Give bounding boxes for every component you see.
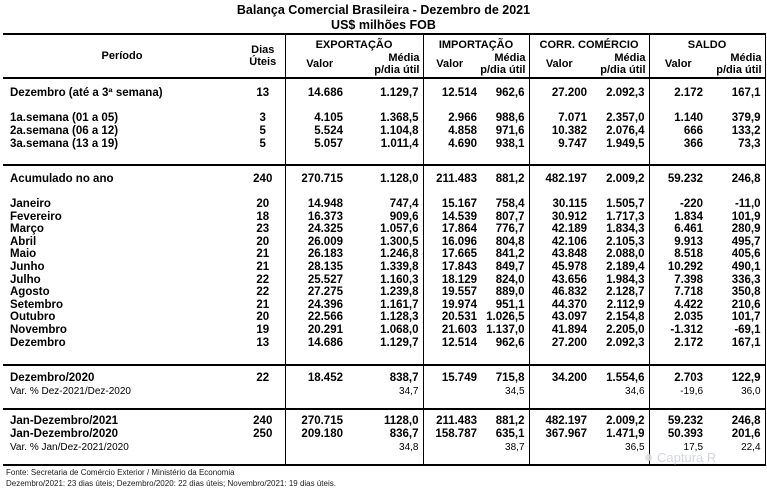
period-label: 1a.semana (01 a 05) xyxy=(10,112,119,124)
import-media-cell: 962,6 xyxy=(495,336,525,349)
column-group-saldo xyxy=(649,34,765,78)
source-note: Fonte: Secretaria de Comércio Exterior / Ministério da Economia xyxy=(6,468,235,477)
column-header-dias-uteis: Dias Úteis xyxy=(241,34,285,78)
table-row xyxy=(3,274,765,287)
corrente-valor-cell: 367.967 xyxy=(529,428,591,441)
table-row xyxy=(3,236,765,249)
corrente-media-cell: 1.505,7 xyxy=(606,198,645,210)
table-row xyxy=(3,78,765,107)
corrente-valor-cell: 27.200 xyxy=(529,337,591,366)
export-media-cell: 1.339,8 xyxy=(380,260,419,273)
export-media-cell: 1.104,8 xyxy=(380,125,419,137)
export-valor-cell: 4.105 xyxy=(285,107,347,125)
period-label: Jan-Dezembro/2020 xyxy=(10,428,119,441)
working-days-value: 20 xyxy=(256,311,270,324)
corrente-media-cell: 1.717,3 xyxy=(606,210,645,223)
saldo-valor-cell: -220 xyxy=(649,198,707,211)
corrente-valor-cell: 7.071 xyxy=(529,107,591,125)
table-row xyxy=(3,365,765,385)
period-label: Dezembro (até a 3ª semana) xyxy=(10,87,163,99)
import-valor-cell: 17.864 xyxy=(423,223,481,236)
corrente-media-cell: 2.189,4 xyxy=(606,260,645,273)
saldo-valor-cell: 50.393 xyxy=(649,428,707,441)
saldo-valor-cell: 9.913 xyxy=(649,236,707,249)
corrente-media-cell: 2.092,3 xyxy=(606,336,645,349)
table-footnotes xyxy=(6,467,336,489)
working-days-value: 13 xyxy=(256,336,270,349)
import-media-cell: 758,4 xyxy=(495,198,525,210)
corrente-valor-cell: 42.189 xyxy=(529,223,591,236)
import-media-cell: 841,2 xyxy=(495,248,525,261)
corrente-media-cell: 34,6 xyxy=(625,386,645,398)
export-media-cell: 1.129,7 xyxy=(380,336,419,349)
corrente-valor-cell: 30.912 xyxy=(529,211,591,224)
import-media-cell: 34,5 xyxy=(505,386,525,398)
period-label: Maio xyxy=(10,248,37,261)
export-valor-cell: 209.180 xyxy=(285,428,347,441)
import-valor-cell: 2.966 xyxy=(423,107,481,125)
period-label: Novembro xyxy=(10,323,67,336)
corrente-valor-cell: 43.097 xyxy=(529,311,591,324)
export-media-cell: 1.129,7 xyxy=(380,87,419,99)
saldo-media-cell: 101,9 xyxy=(731,210,761,223)
export-valor-cell: 24.396 xyxy=(285,299,347,312)
saldo-media-cell: 336,3 xyxy=(731,273,761,286)
import-valor-cell: 17.843 xyxy=(423,261,481,274)
saldo-media-cell: 405,6 xyxy=(731,248,761,261)
working-days-value: 21 xyxy=(256,298,270,311)
section-weeks xyxy=(3,107,765,165)
corrente-valor-cell: 34.200 xyxy=(529,365,591,385)
import-valor-cell: 21.603 xyxy=(423,324,481,337)
corrente-media-cell: 36,5 xyxy=(625,442,645,454)
import-valor-cell: 211.483 xyxy=(423,165,481,198)
saldo-media-cell: 280,9 xyxy=(731,223,761,236)
import-media-cell: 849,7 xyxy=(495,260,525,273)
saldo-media-cell: 167,1 xyxy=(731,87,761,99)
import-valor-cell: 16.096 xyxy=(423,236,481,249)
saldo-valor-cell: 17,5 xyxy=(649,441,707,465)
import-valor-cell: 4.858 xyxy=(423,125,481,138)
working-days-value: 13 xyxy=(256,87,270,99)
import-valor-cell: 19.974 xyxy=(423,299,481,312)
table-row xyxy=(3,125,765,138)
working-days-value: 5 xyxy=(259,125,266,137)
saldo-media-cell: 495,7 xyxy=(731,235,761,248)
saldo-media-cell: 246,8 xyxy=(707,165,765,198)
section-accumulated xyxy=(3,165,765,198)
section-months xyxy=(3,198,765,365)
saldo-media-cell: 379,9 xyxy=(731,112,761,124)
corrente-valor-cell xyxy=(529,441,591,465)
corrente-media-cell: 2.105,3 xyxy=(606,235,645,248)
subheader-media: Média p/dia útil xyxy=(716,52,762,76)
export-valor-cell: 5.057 xyxy=(285,138,347,165)
export-media-cell: 747,4 xyxy=(389,198,419,210)
saldo-valor-cell: 366 xyxy=(649,138,707,165)
export-media-cell: 1.128,3 xyxy=(380,311,419,324)
table-row xyxy=(3,385,765,409)
export-valor-cell: 18.452 xyxy=(285,365,347,385)
export-media-cell: 1.011,4 xyxy=(380,138,419,150)
working-days-value: 19 xyxy=(256,323,270,336)
import-media-cell: 938,1 xyxy=(495,138,525,150)
table-row xyxy=(3,138,765,165)
table-row xyxy=(3,428,765,441)
corrente-media-cell: 1.984,3 xyxy=(606,273,645,286)
subheader-valor: Valor xyxy=(436,58,464,70)
section-year-comparison xyxy=(3,409,765,465)
export-valor-cell: 5.524 xyxy=(285,125,347,138)
saldo-valor-cell: 8.518 xyxy=(649,248,707,261)
export-media-cell: 1.239,8 xyxy=(380,286,419,299)
saldo-media-cell: 22,4 xyxy=(741,442,761,454)
corrente-valor-cell: 27.200 xyxy=(529,78,591,107)
saldo-valor-cell: 2.703 xyxy=(649,365,707,385)
period-label: Jan-Dezembro/2021 xyxy=(3,409,241,428)
corrente-media-cell: 2.154,8 xyxy=(606,311,645,324)
saldo-valor-cell: 1.834 xyxy=(649,211,707,224)
export-valor-cell xyxy=(285,385,347,409)
export-media-cell: 1.246,8 xyxy=(380,248,419,261)
page-title: Balança Comercial Brasileira - Dezembro de 2021 xyxy=(236,3,531,17)
import-media-cell: 824,0 xyxy=(495,273,525,286)
working-days-value: 3 xyxy=(259,112,266,124)
working-days-value: 21 xyxy=(256,260,270,273)
export-media-cell: 1128,0 xyxy=(347,409,423,428)
saldo-media-cell: 167,1 xyxy=(731,336,761,349)
table-row xyxy=(3,311,765,324)
import-media-cell: 881,2 xyxy=(481,409,529,428)
table-row xyxy=(3,324,765,337)
export-media-cell: 836,7 xyxy=(389,428,419,441)
working-days-value: 22 xyxy=(241,365,285,385)
period-label: Março xyxy=(10,223,44,236)
working-days-value xyxy=(241,385,285,409)
export-valor-cell: 27.275 xyxy=(285,286,347,299)
table-row xyxy=(3,107,765,125)
corrente-valor-cell: 46.832 xyxy=(529,286,591,299)
column-header-periodo: Período xyxy=(3,34,241,78)
export-media-cell: 1.161,7 xyxy=(380,298,419,311)
period-label: Dezembro xyxy=(10,336,66,349)
import-media-cell: 807,7 xyxy=(495,210,525,223)
period-label: 3a.semana (13 a 19) xyxy=(10,138,119,150)
import-valor-cell: 12.514 xyxy=(423,337,481,366)
table-row xyxy=(3,299,765,312)
table-row xyxy=(3,223,765,236)
corrente-media-cell: 1.834,3 xyxy=(606,223,645,236)
working-days-value: 5 xyxy=(259,138,266,150)
table-header xyxy=(3,34,765,78)
export-valor-cell: 270.715 xyxy=(285,409,347,428)
saldo-valor-cell: 2.172 xyxy=(649,337,707,366)
saldo-valor-cell: 59.232 xyxy=(649,409,707,428)
import-valor-cell xyxy=(423,385,481,409)
export-valor-cell: 28.135 xyxy=(285,261,347,274)
import-valor-cell: 17.665 xyxy=(423,248,481,261)
export-media-cell: 34,8 xyxy=(399,442,419,454)
period-label: Setembro xyxy=(10,298,64,311)
saldo-media-cell: 246,8 xyxy=(707,409,765,428)
corrente-valor-cell xyxy=(529,385,591,409)
import-media-cell: 715,8 xyxy=(481,365,529,385)
saldo-valor-cell: 7.398 xyxy=(649,274,707,287)
period-label: Janeiro xyxy=(10,198,51,210)
import-valor-cell: 20.531 xyxy=(423,311,481,324)
import-valor-cell: 15.749 xyxy=(423,365,481,385)
table-row xyxy=(3,198,765,211)
corrente-media-cell: 2.112,9 xyxy=(606,298,645,311)
export-media-cell: 1.068,0 xyxy=(380,323,419,336)
corrente-media-cell: 2.205,0 xyxy=(606,323,645,336)
group-label: EXPORTAÇÃO xyxy=(315,39,393,51)
export-valor-cell: 22.566 xyxy=(285,311,347,324)
export-valor-cell xyxy=(285,441,347,465)
trade-balance-table xyxy=(3,33,766,466)
saldo-valor-cell: 10.292 xyxy=(649,261,707,274)
period-label: Junho xyxy=(10,260,45,273)
saldo-media-cell: 73,3 xyxy=(738,138,761,150)
saldo-valor-cell: 7.718 xyxy=(649,286,707,299)
working-days-value xyxy=(241,441,285,465)
export-valor-cell: 14.686 xyxy=(285,337,347,366)
section-current-month xyxy=(3,78,765,107)
import-media-cell: 776,7 xyxy=(495,223,525,236)
export-valor-cell: 26.183 xyxy=(285,248,347,261)
import-valor-cell: 14.539 xyxy=(423,211,481,224)
export-valor-cell: 26.009 xyxy=(285,236,347,249)
export-valor-cell: 14.948 xyxy=(285,198,347,211)
saldo-valor-cell: 4.422 xyxy=(649,299,707,312)
import-valor-cell: 19.557 xyxy=(423,286,481,299)
import-media-cell: 962,6 xyxy=(495,87,525,99)
import-valor-cell: 15.167 xyxy=(423,198,481,211)
corrente-valor-cell: 30.115 xyxy=(529,198,591,211)
column-group-corrente-comercio xyxy=(529,34,649,78)
corrente-valor-cell: 482.197 xyxy=(529,409,591,428)
import-valor-cell: 18.129 xyxy=(423,274,481,287)
import-media-cell: 988,6 xyxy=(495,112,525,124)
import-media-cell: 889,0 xyxy=(495,286,525,299)
import-valor-cell: 158.787 xyxy=(423,428,481,441)
column-group-exportacao xyxy=(285,34,423,78)
saldo-media-cell: 490,1 xyxy=(731,260,761,273)
corrente-media-cell: 1.949,5 xyxy=(606,138,645,150)
table-row xyxy=(3,441,765,465)
export-valor-cell: 14.686 xyxy=(285,78,347,107)
period-label: Agosto xyxy=(10,286,50,299)
corrente-media-cell: 2.009,2 xyxy=(591,165,649,198)
import-valor-cell: 211.483 xyxy=(423,409,481,428)
import-media-cell: 804,8 xyxy=(495,235,525,248)
corrente-media-cell: 2.088,0 xyxy=(606,248,645,261)
period-label: Var. % Dez-2021/Dez-2020 xyxy=(10,386,131,398)
import-valor-cell: 4.690 xyxy=(423,138,481,165)
table-row xyxy=(3,211,765,224)
column-group-importacao xyxy=(423,34,529,78)
working-days-value: 20 xyxy=(256,235,270,248)
working-days-value: 22 xyxy=(256,273,270,286)
period-label: Dezembro/2020 xyxy=(3,365,241,385)
group-label: CORR. COMÉRCIO xyxy=(539,39,639,51)
import-media-cell: 1.137,0 xyxy=(486,323,525,336)
corrente-valor-cell: 42.106 xyxy=(529,236,591,249)
subheader-media: Média p/dia útil xyxy=(600,52,646,76)
import-valor-cell: 12.514 xyxy=(423,78,481,107)
saldo-media-cell: 350,8 xyxy=(731,286,761,299)
export-valor-cell: 20.291 xyxy=(285,324,347,337)
subheader-media: Média p/dia útil xyxy=(374,52,420,76)
corrente-valor-cell: 43.656 xyxy=(529,274,591,287)
table-row xyxy=(3,286,765,299)
export-media-cell: 909,6 xyxy=(389,210,419,223)
working-days-value: 21 xyxy=(256,248,270,261)
saldo-media-cell: -11,0 xyxy=(734,198,761,210)
export-valor-cell: 16.373 xyxy=(285,211,347,224)
title-block xyxy=(0,3,767,32)
import-media-cell: 971,6 xyxy=(495,125,525,137)
capture-watermark-text: Captura R xyxy=(657,450,717,465)
saldo-media-cell: -69,1 xyxy=(734,323,761,336)
period-label: 2a.semana (06 a 12) xyxy=(10,125,119,137)
saldo-valor-cell: 1.140 xyxy=(649,107,707,125)
group-label: SALDO xyxy=(687,39,727,51)
saldo-valor-cell: 59.232 xyxy=(649,165,707,198)
period-label: Acumulado no ano xyxy=(3,165,241,198)
subheader-valor: Valor xyxy=(664,58,692,70)
corrente-media-cell: 2.092,3 xyxy=(606,87,645,99)
saldo-media-cell: 101,7 xyxy=(731,311,761,324)
working-days-value: 240 xyxy=(241,409,285,428)
period-label: Abril xyxy=(10,235,37,248)
subheader-valor: Valor xyxy=(306,58,334,70)
import-valor-cell xyxy=(423,441,481,465)
working-days-value: 240 xyxy=(241,165,285,198)
export-media-cell: 1.160,3 xyxy=(380,273,419,286)
table-row xyxy=(3,165,765,198)
corrente-media-cell: 2.128,7 xyxy=(606,286,645,299)
export-media-cell: 1.128,0 xyxy=(347,165,423,198)
working-days-value: 23 xyxy=(256,223,270,236)
corrente-valor-cell: 41.894 xyxy=(529,324,591,337)
saldo-valor-cell: 2.035 xyxy=(649,311,707,324)
saldo-media-cell: 201,6 xyxy=(731,428,761,441)
saldo-media-cell: 133,2 xyxy=(731,125,761,137)
table-row xyxy=(3,337,765,366)
corrente-valor-cell: 44.370 xyxy=(529,299,591,312)
export-media-cell: 1.368,5 xyxy=(380,112,419,124)
working-days-note: Dezembro/2021: 23 dias úteis; Dezembro/2020: 22 dias úteis; Novembro/2021: 19 dias úteis. xyxy=(6,479,336,488)
saldo-media-cell: 210,6 xyxy=(731,298,761,311)
saldo-valor-cell: 6.461 xyxy=(649,223,707,236)
working-days-value: 20 xyxy=(256,198,270,210)
export-valor-cell: 270.715 xyxy=(285,165,347,198)
saldo-media-cell: 36,0 xyxy=(741,386,761,398)
export-valor-cell: 24.325 xyxy=(285,223,347,236)
corrente-media-cell: 2.076,4 xyxy=(606,125,645,137)
period-label: Julho xyxy=(10,273,41,286)
import-media-cell: 1.026,5 xyxy=(486,311,525,324)
corrente-media-cell: 1.471,9 xyxy=(606,428,645,441)
corrente-media-cell: 2.009,2 xyxy=(591,409,649,428)
corrente-valor-cell: 43.848 xyxy=(529,248,591,261)
working-days-value: 18 xyxy=(256,210,270,223)
working-days-value: 22 xyxy=(256,286,270,299)
corrente-media-cell: 2.357,0 xyxy=(606,112,645,124)
period-label: Fevereiro xyxy=(10,210,62,223)
corrente-valor-cell: 482.197 xyxy=(529,165,591,198)
page-subtitle: US$ milhões FOB xyxy=(331,18,436,32)
subheader-media: Média p/dia útil xyxy=(480,52,526,76)
saldo-valor-cell: -19,6 xyxy=(649,385,707,409)
section-previous-december xyxy=(3,365,765,409)
period-label: Var. % Jan/Dez-2021/2020 xyxy=(10,442,129,454)
period-label: Outubro xyxy=(10,311,56,324)
import-media-cell: 38,7 xyxy=(505,442,525,454)
corrente-valor-cell: 10.382 xyxy=(529,125,591,138)
saldo-valor-cell: 2.172 xyxy=(649,78,707,107)
subheader-valor: Valor xyxy=(545,58,573,70)
table-row xyxy=(3,261,765,274)
import-media-cell: 881,2 xyxy=(481,165,529,198)
import-media-cell: 951,1 xyxy=(495,298,525,311)
table-row xyxy=(3,409,765,428)
corrente-valor-cell: 9.747 xyxy=(529,138,591,165)
saldo-media-cell: 122,9 xyxy=(707,365,765,385)
export-valor-cell: 25.527 xyxy=(285,274,347,287)
export-media-cell: 1.300,5 xyxy=(380,235,419,248)
table-row xyxy=(3,248,765,261)
saldo-valor-cell: -1.312 xyxy=(649,324,707,337)
working-days-value: 250 xyxy=(253,428,273,441)
export-media-cell: 1.057,6 xyxy=(380,223,419,236)
group-label: IMPORTAÇÃO xyxy=(438,39,514,51)
saldo-valor-cell: 666 xyxy=(649,125,707,138)
export-media-cell: 34,7 xyxy=(399,386,419,398)
export-media-cell: 838,7 xyxy=(347,365,423,385)
corrente-valor-cell: 45.978 xyxy=(529,261,591,274)
import-media-cell: 635,1 xyxy=(495,428,525,441)
corrente-media-cell: 1.554,6 xyxy=(591,365,649,385)
